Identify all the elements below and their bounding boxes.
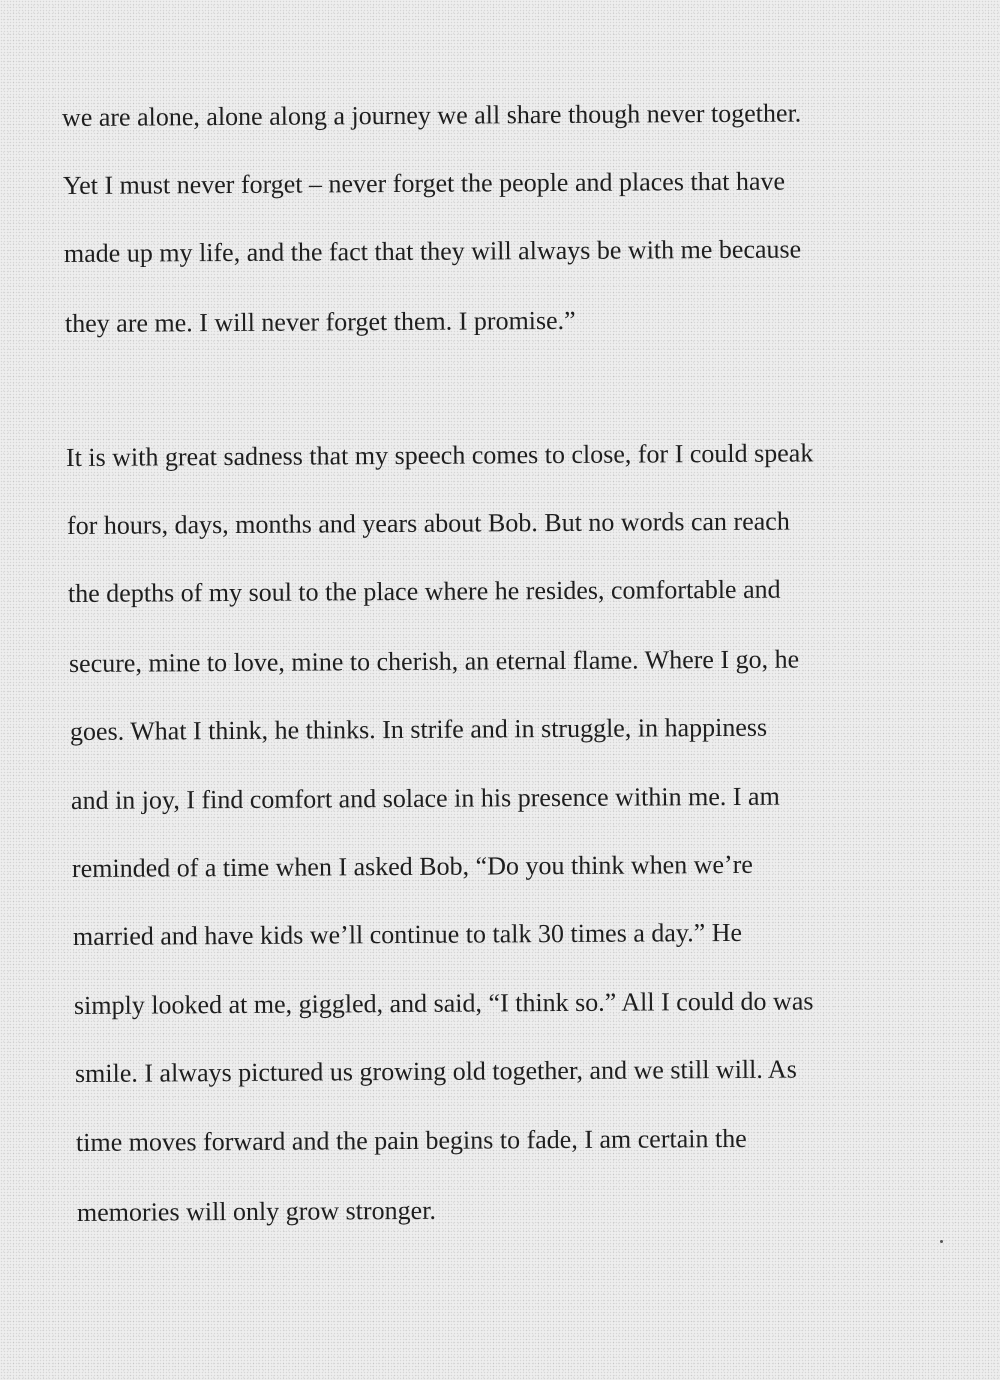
text-line: made up my life, and the fact that they will always be with me because [63, 234, 802, 268]
text-line: married and have kids we’ll continue to talk 30 times a day.” He [72, 917, 743, 951]
text-line: the depths of my soul to the place where he resides, comfortable and [67, 574, 781, 608]
text-line: for hours, days, months and years about Bob. But no words can reach [66, 506, 790, 540]
text-line: we are alone, alone along a journey we all share though never together. [61, 98, 802, 132]
text-line: time moves forward and the pain begins to fade, I am certain the [75, 1123, 747, 1157]
text-line: goes. What I think, he thinks. In strife and in struggle, in happiness [69, 712, 768, 746]
text-line: reminded of a time when I asked Bob, “Do you think when we’re [71, 849, 753, 883]
text-line: and in joy, I find comfort and solace in his presence within me. I am [70, 781, 780, 815]
text-line: It is with great sadness that my speech comes to close, for I could speak [65, 438, 814, 472]
text-line: secure, mine to love, mine to cherish, an eternal flame. Where I go, he [68, 644, 800, 678]
text-line: smile. I always pictured us growing old together, and we still will. As [74, 1054, 797, 1088]
text-line: memories will only grow stronger. [76, 1195, 436, 1227]
text-line: simply looked at me, giggled, and said, “I think so.” All I could do was [73, 986, 814, 1020]
text-line: Yet I must never forget – never forget the people and places that have [62, 166, 786, 200]
text-line: they are me. I will never forget them. I promise.” [64, 305, 576, 338]
scan-speck [940, 1240, 943, 1243]
